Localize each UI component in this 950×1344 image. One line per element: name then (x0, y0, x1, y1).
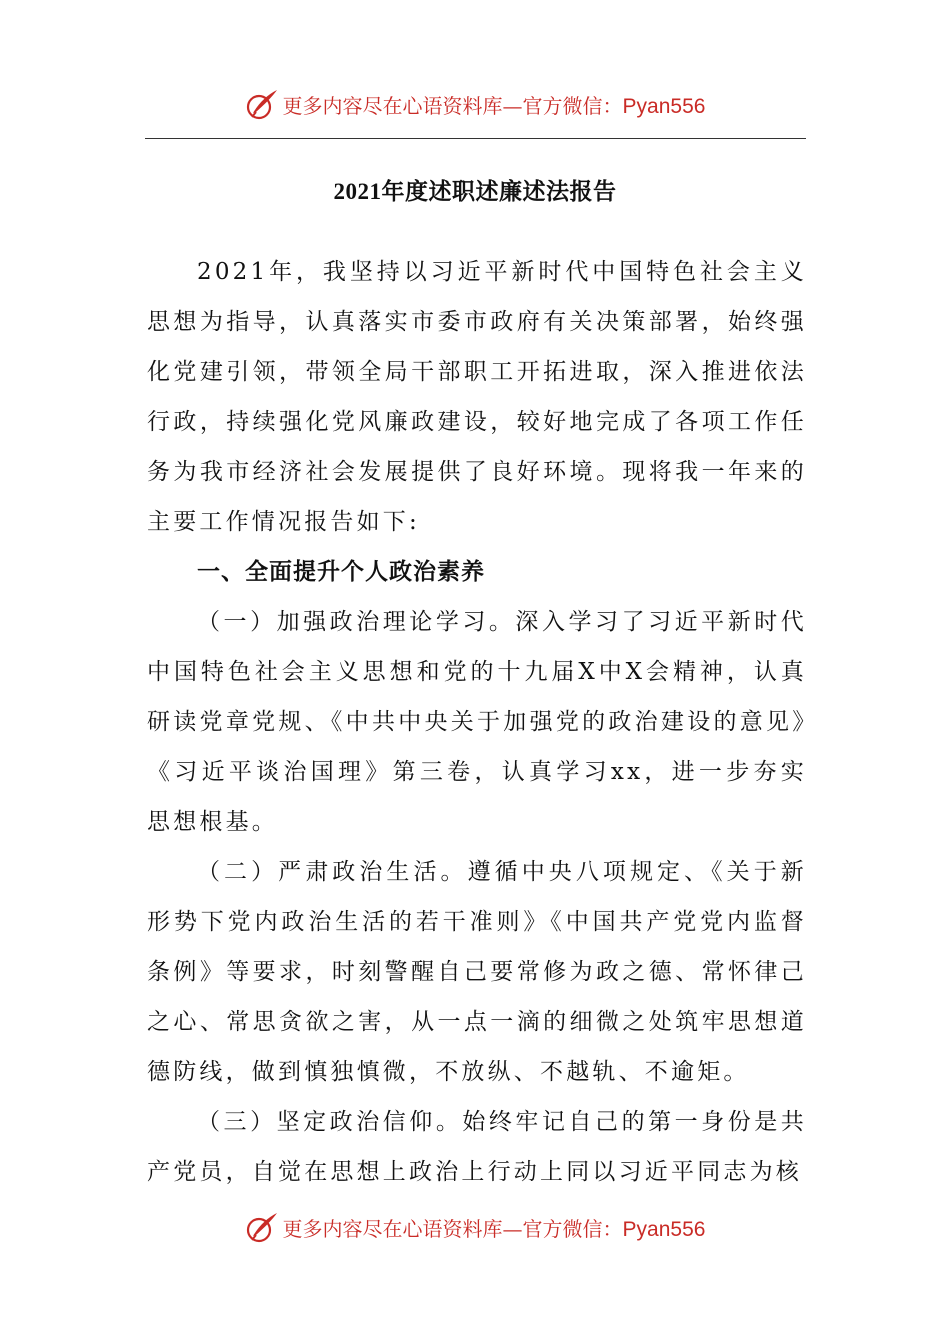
banner-main-text: 更多内容尽在心语资料库 (282, 1216, 503, 1241)
paragraph-item-1: （一）加强政治理论学习。深入学习了习近平新时代中国特色社会主义思想和党的十九届X中X会精神，认真研读党章党规、《中共中央关于加强党的政治建设的意见》《习近平谈治国理》第三卷，认真学习xx，进一步夯实思想根基。 (147, 609, 807, 835)
banner-contact-text: —官方微信： (502, 1216, 623, 1241)
quill-pen-logo-icon (245, 1210, 279, 1244)
banner-main-text: 更多内容尽在心语资料库 (282, 93, 503, 118)
paragraph-item-2: （二）严肃政治生活。遵循中央八项规定、《关于新形势下党内政治生活的若干准则》《中国共产党党内监督条例》等要求，时刻警醒自己要常修为政之德、常怀律己之心、常思贪欲之害，从一点一滴的细微之处筑牢思想道德防线，做到慎独慎微，不放纵、不越轨、不逾矩。 (147, 859, 807, 1085)
header-banner (0, 80, 950, 128)
document-title: 2021年度述职述廉述法报告 (333, 179, 617, 204)
header-rule (145, 138, 806, 139)
banner-text (283, 90, 706, 119)
wechat-id: Pyan556 (622, 94, 706, 118)
banner-contact-text: —官方微信： (502, 93, 623, 118)
footer-banner (0, 1203, 950, 1251)
paragraph-intro: 2021年，我坚持以习近平新时代中国特色社会主义思想为指导，认真落实市委市政府有关决策部署，始终强化党建引领，带领全局干部职工开拓进取，深入推进依法行政，持续强化党风廉政建设，较好地完成了各项工作任务为我市经济社会发展提供了良好环境。现将我一年来的主要工作情况报告如下: (147, 259, 807, 535)
paragraph-item-3: （三）坚定政治信仰。始终牢记自己的第一身份是共产党员，自觉在思想上政治上行动上同以习近平同志为核 (147, 1109, 807, 1185)
wechat-id: Pyan556 (622, 1217, 706, 1241)
section-heading: 一、全面提升个人政治素养 (197, 559, 485, 585)
document-body (147, 247, 807, 1197)
quill-pen-logo-icon (245, 87, 279, 121)
banner-text (283, 1213, 706, 1242)
